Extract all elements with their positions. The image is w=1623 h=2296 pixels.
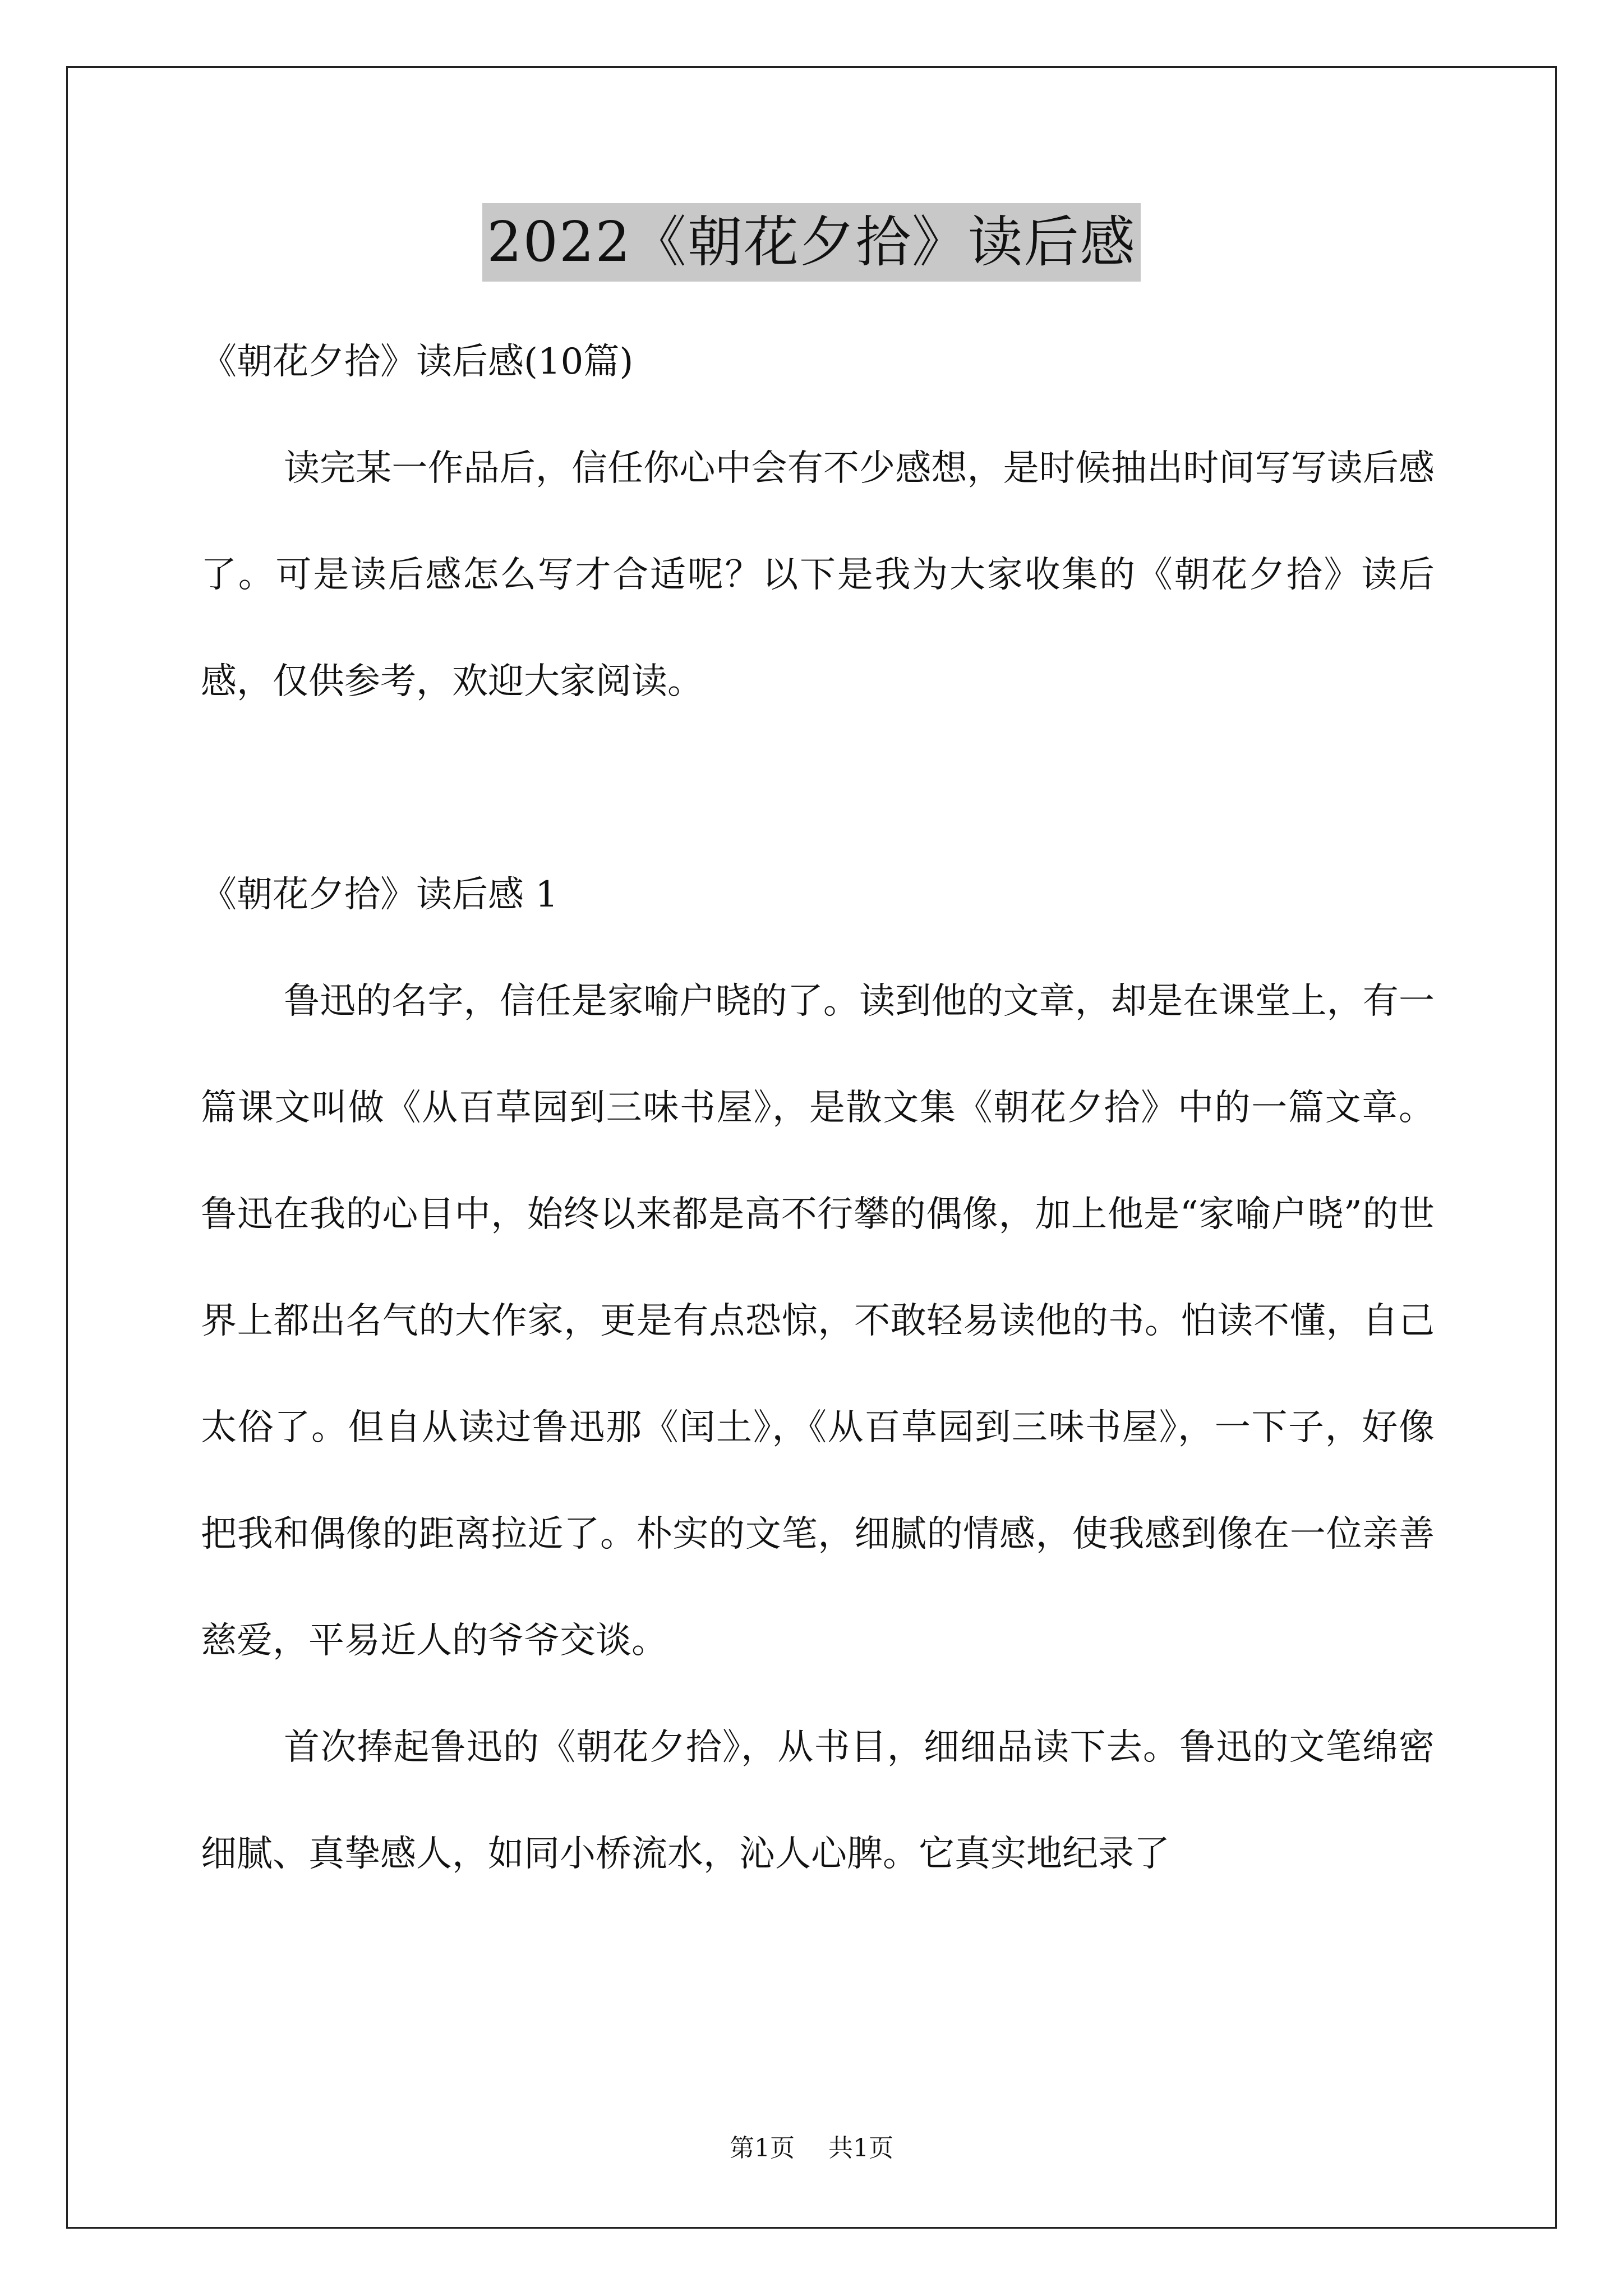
body-paragraph-1: 鲁迅的名字，信任是家喻户晓的了。读到他的文章，却是在课堂上，有一篇课文叫做《从百草园到三味书屋》，是散文集《朝花夕拾》中的一篇文章。鲁迅在我的心目中，始终以来都是高不行攀的偶像，加上他是“家喻户晓”的世界上都出名气的大作家，更是有点恐惊，不敢轻易读他的书。怕读不懂，自己太俗了。但自从读过鲁迅那《闰土》，《从百草园到三味书屋》，一下子，好像把我和偶像的距离拉近了。朴实的文笔，细腻的情感，使我感到像在一位亲善慈爱，平易近人的爷爷交谈。: [201, 981, 1435, 1662]
page-total: 共1页: [828, 2134, 893, 2162]
page-footer: [0, 2132, 1623, 2165]
document-title-wrapper: [0, 203, 1623, 282]
body-paragraph-2: 首次捧起鲁迅的《朝花夕拾》，从书目，细细品读下去。鲁迅的文笔绵密细腻、真挚感人，如同小桥流水，沁人心脾。它真实地纪录了: [201, 1727, 1435, 1875]
intro-paragraph: 读完某一作品后，信任你心中会有不少感想，是时候抽出时间写写读后感了。可是读后感怎么写才合适呢？以下是我为大家收集的《朝花夕拾》读后感，仅供参考，欢迎大家阅读。: [201, 448, 1435, 702]
section-heading: 《朝花夕拾》读后感 1: [201, 874, 559, 915]
document-body: [201, 309, 1435, 1907]
document-title[interactable]: 2022《朝花夕拾》读后感: [482, 203, 1140, 282]
page-number: 第1页: [730, 2134, 795, 2162]
document-subtitle: 《朝花夕拾》读后感(10篇): [201, 341, 634, 383]
blank-line: [201, 735, 1435, 841]
